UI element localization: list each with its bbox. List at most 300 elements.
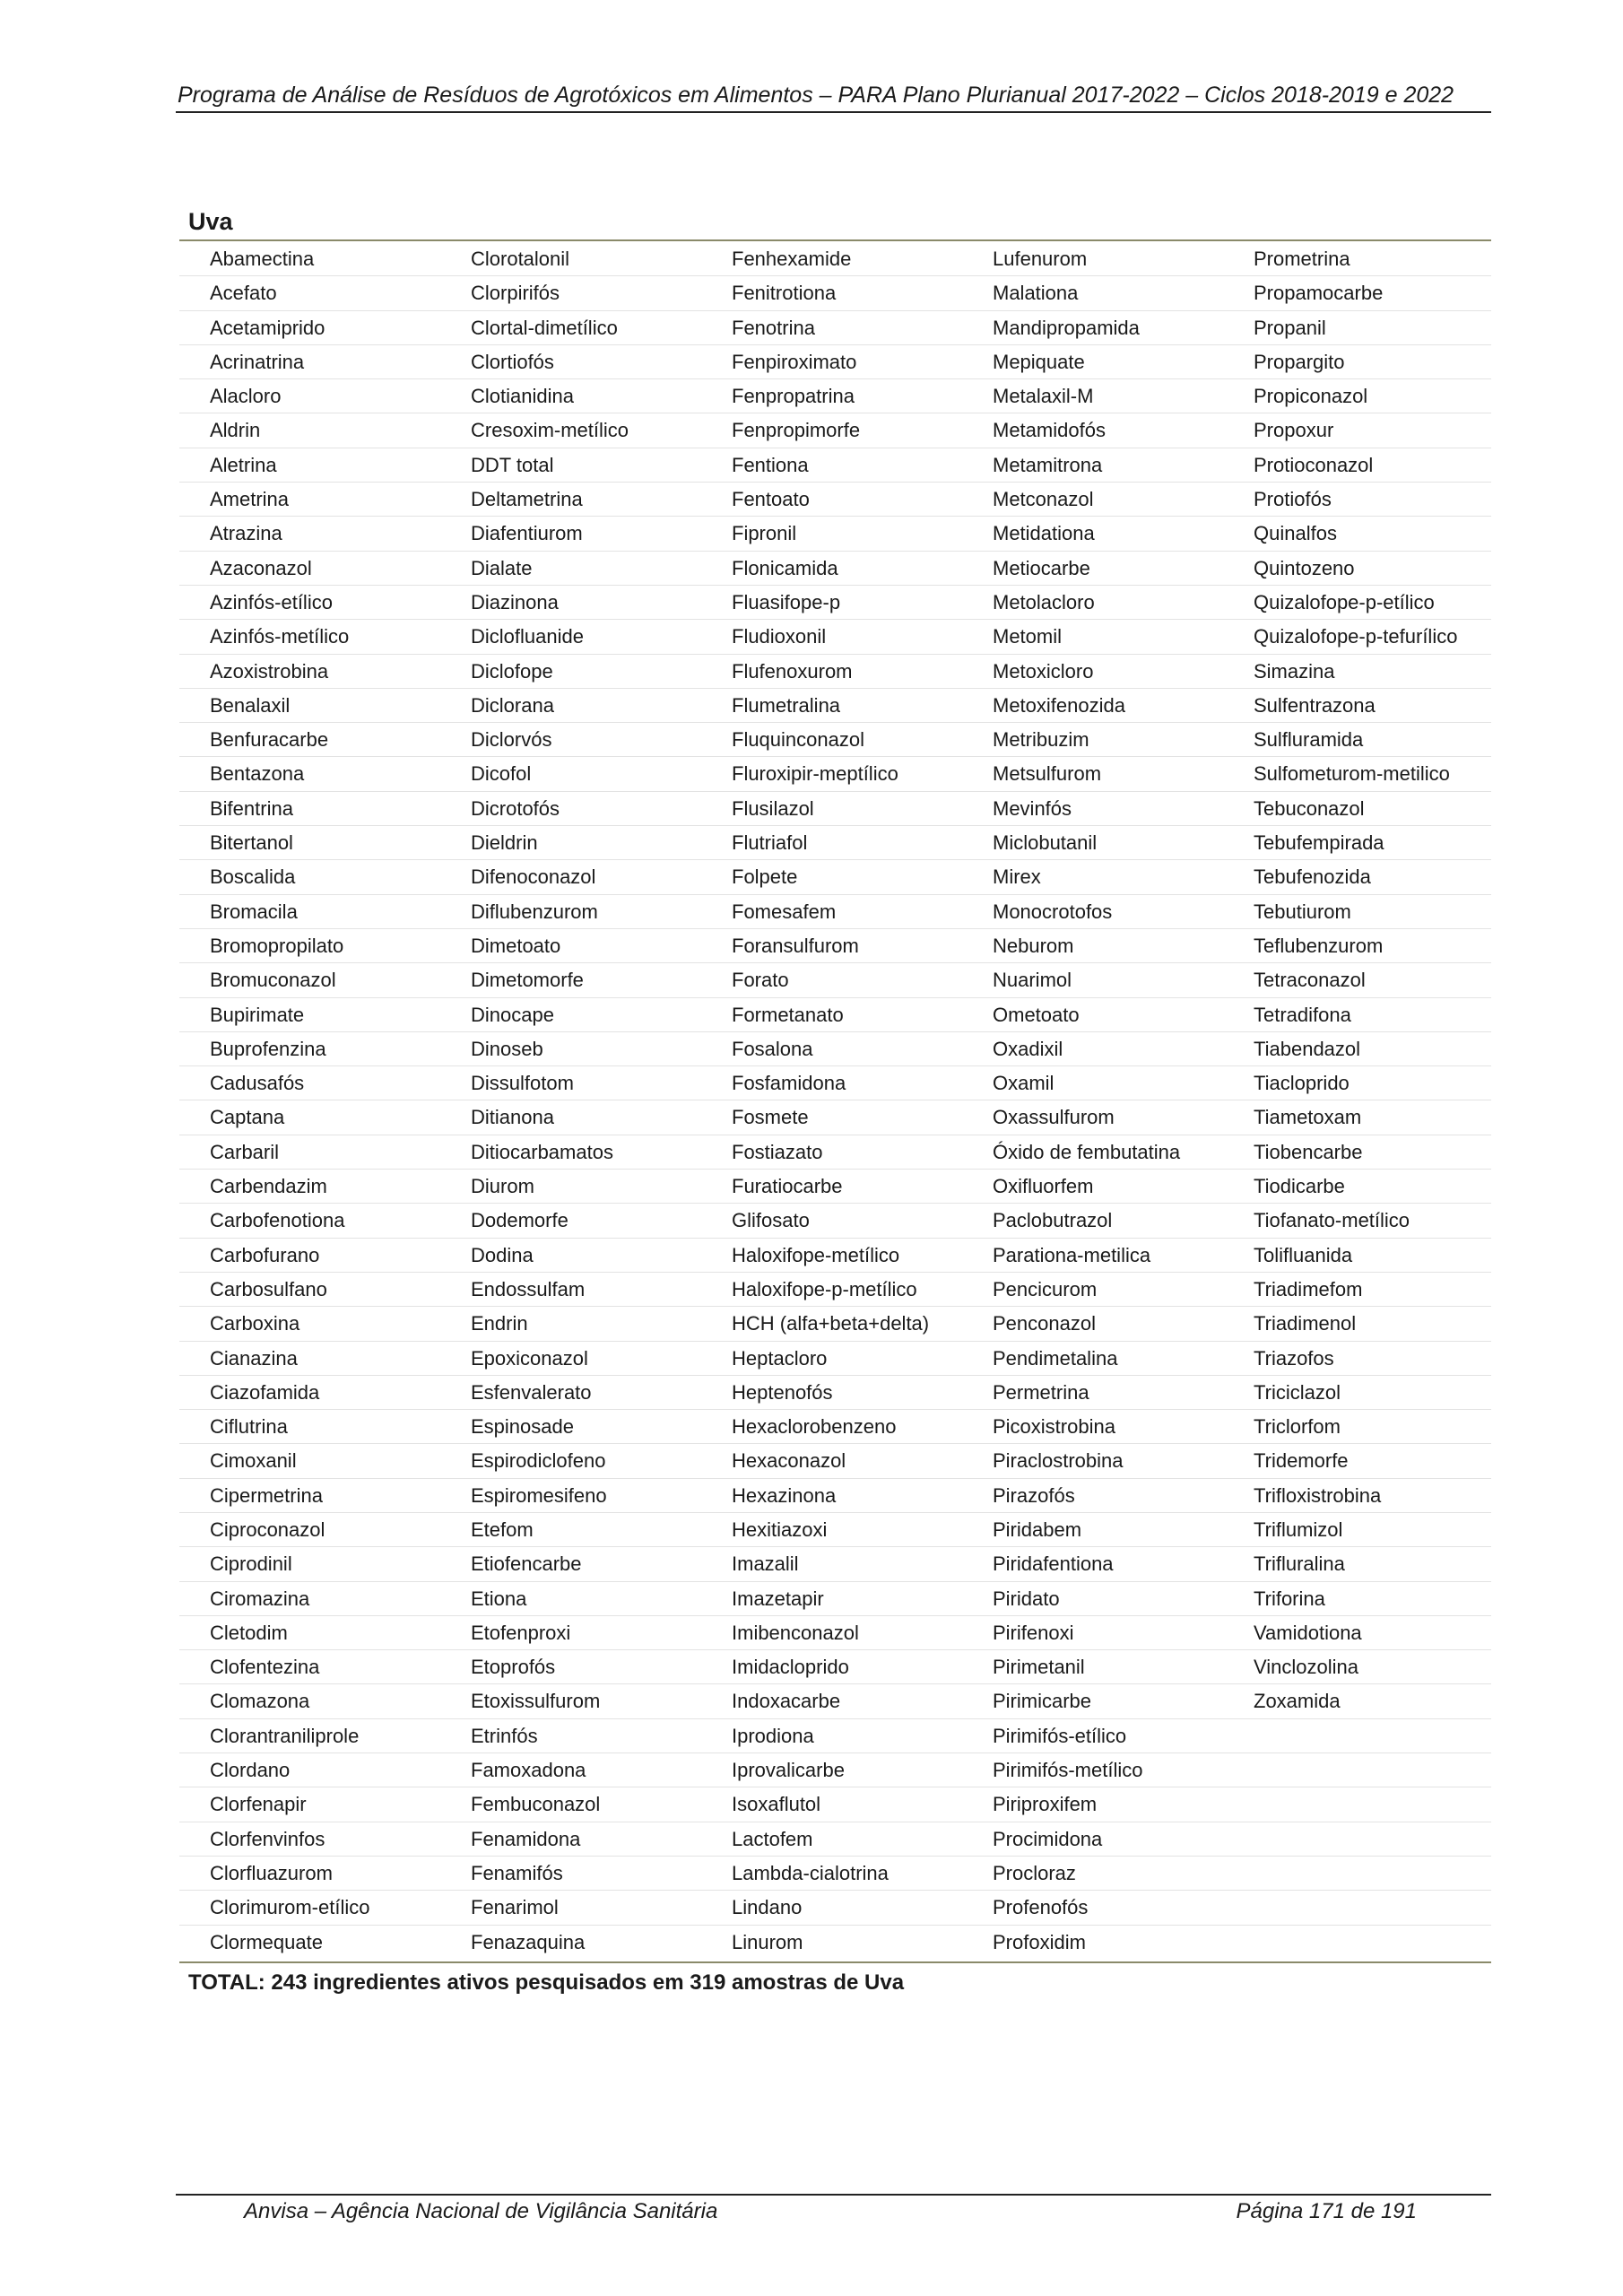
table-cell: Bromopropilato: [210, 934, 344, 957]
table-cell: Profenofós: [993, 1896, 1089, 1919]
table-cell: Protiofós: [1254, 488, 1332, 511]
table-cell: Quintozeno: [1254, 556, 1355, 579]
table-cell: Hexitiazoxi: [732, 1518, 828, 1541]
table-cell: Oxassulfurom: [993, 1106, 1115, 1129]
table-cell: Ciflutrina: [210, 1415, 288, 1439]
table-row: [179, 963, 1491, 997]
table-cell: Epoxiconazol: [471, 1346, 588, 1370]
table-row: [179, 1857, 1491, 1891]
table-row: [179, 895, 1491, 929]
table-cell: Heptenofós: [732, 1380, 833, 1404]
table-cell: Mandipropamida: [993, 316, 1140, 339]
table-cell: Pendimetalina: [993, 1346, 1118, 1370]
table-row: [179, 1066, 1491, 1100]
table-cell: Cletodim: [210, 1621, 288, 1644]
table-cell: Cianazina: [210, 1346, 298, 1370]
table-cell: Simazina: [1254, 659, 1335, 683]
table-cell: Haloxifope-p-metílico: [732, 1277, 917, 1300]
table-cell: Quizalofope-p-etílico: [1254, 590, 1435, 613]
table-cell: Diclorana: [471, 693, 554, 717]
table-cell: Ciprodinil: [210, 1552, 292, 1576]
table-cell: Lindano: [732, 1896, 803, 1919]
table-row: [179, 483, 1491, 517]
table-cell: Dinocape: [471, 1003, 554, 1026]
table-cell: Clorpirifós: [471, 282, 560, 305]
table-cell: Esfenvalerato: [471, 1380, 592, 1404]
table-cell: Metidationa: [993, 522, 1095, 545]
table-cell: Lambda-cialotrina: [732, 1861, 889, 1884]
table-bottom-rule: [179, 1961, 1491, 1963]
table-cell: Tiodicarbe: [1254, 1175, 1345, 1198]
table-cell: Captana: [210, 1106, 285, 1129]
table-cell: Malationa: [993, 282, 1079, 305]
table-row: [179, 1616, 1491, 1650]
table-cell: Fenamifós: [471, 1861, 563, 1884]
table-cell: Glifosato: [732, 1209, 810, 1232]
footer-divider: [176, 2194, 1491, 2196]
table-row: [179, 723, 1491, 757]
table-cell: Etrinfós: [471, 1724, 538, 1747]
table-cell: Propargito: [1254, 350, 1345, 373]
table-cell: Tiabendazol: [1254, 1037, 1361, 1060]
table-cell: Abamectina: [210, 248, 315, 270]
table-cell: Pirimetanil: [993, 1656, 1085, 1679]
table-cell: Triadimefom: [1254, 1277, 1363, 1300]
table-row: [179, 379, 1491, 413]
table-cell: Tiofanato-metílico: [1254, 1209, 1410, 1232]
table-row: [179, 1135, 1491, 1170]
table-cell: Vamidotiona: [1254, 1621, 1362, 1644]
table-cell: Clomazona: [210, 1690, 310, 1713]
table-cell: Pencicurom: [993, 1277, 1098, 1300]
table-cell: Metoxicloro: [993, 659, 1094, 683]
table-cell: Clorotalonil: [471, 248, 570, 270]
table-row: [179, 1926, 1491, 1960]
table-cell: Dodemorfe: [471, 1209, 568, 1232]
table-cell: Sulfluramida: [1254, 728, 1364, 752]
table-cell: Metsulfurom: [993, 762, 1102, 786]
table-cell: Tetradifona: [1254, 1003, 1351, 1026]
table-cell: Cresoxim-metílico: [471, 419, 629, 442]
table-cell: Foransulfurom: [732, 934, 859, 957]
table-cell: Mepiquate: [993, 350, 1085, 373]
table-cell: Pirifenoxi: [993, 1621, 1074, 1644]
table-cell: Oxamil: [993, 1072, 1055, 1095]
table-cell: [1223, 1753, 1491, 1787]
table-cell: Piraclostrobina: [993, 1449, 1124, 1473]
table-cell: Metconazol: [993, 488, 1094, 511]
table-cell: Penconazol: [993, 1312, 1096, 1335]
table-cell: Fenpiroximato: [732, 350, 857, 373]
table-cell: Picoxistrobina: [993, 1415, 1115, 1439]
table-cell: Teflubenzurom: [1254, 934, 1384, 957]
table-cell: Tiobencarbe: [1254, 1140, 1363, 1163]
table-cell: Clotianidina: [471, 385, 574, 408]
table-cell: Trifloxistrobina: [1254, 1483, 1382, 1507]
table-cell: Dicofol: [471, 762, 532, 786]
table-cell: Bromuconazol: [210, 969, 336, 992]
table-row: [179, 1822, 1491, 1857]
table-cell: Triadimenol: [1254, 1312, 1357, 1335]
table-cell: Piriproxifem: [993, 1793, 1098, 1816]
table-cell: Bitertanol: [210, 831, 293, 855]
table-cell: Ditiocarbamatos: [471, 1140, 613, 1163]
table-cell: Flusilazol: [732, 796, 814, 820]
table-cell: Imazalil: [732, 1552, 799, 1576]
table-row: [179, 757, 1491, 791]
table-cell: Clorfluazurom: [210, 1861, 333, 1884]
table-row: [179, 1170, 1491, 1204]
table-row: [179, 1719, 1491, 1753]
table-cell: Acefato: [210, 282, 277, 305]
table-row: [179, 1650, 1491, 1684]
table-cell: Sulfometurom-metilico: [1254, 762, 1450, 786]
table-cell: Iprodiona: [732, 1724, 814, 1747]
table-cell: Endrin: [471, 1312, 528, 1335]
table-cell: Imidacloprido: [732, 1656, 849, 1679]
table-cell: [1223, 1787, 1491, 1821]
table-row: [179, 1307, 1491, 1341]
table-cell: Ometoato: [993, 1003, 1080, 1026]
table-cell: Fipronil: [732, 522, 797, 545]
table-cell: [1223, 1857, 1491, 1890]
table-cell: Carbosulfano: [210, 1277, 327, 1300]
table-cell: Diclofope: [471, 659, 553, 683]
table-cell: Espirodiclofeno: [471, 1449, 606, 1473]
table-row: [179, 1204, 1491, 1238]
table-row: [179, 929, 1491, 963]
table-cell: Carbaril: [210, 1140, 280, 1163]
table-cell: Clorimurom-etílico: [210, 1896, 370, 1919]
table-cell: Aletrina: [210, 453, 277, 476]
header-text: Programa de Análise de Resíduos de Agrotóxicos em Alimentos – PARA Plano Plurianual 2017-2022 – Ciclos 2018-2019 e 2022: [178, 82, 1454, 108]
table-row: [179, 1787, 1491, 1822]
table-cell: Tebufempirada: [1254, 831, 1384, 855]
table-cell: Hexaclorobenzeno: [732, 1415, 897, 1439]
table-cell: Tebutiurom: [1254, 900, 1351, 923]
table-cell: Furatiocarbe: [732, 1175, 843, 1198]
table-top-rule: [179, 239, 1491, 241]
table-cell: Quinalfos: [1254, 522, 1337, 545]
table-cell: Clofentezina: [210, 1656, 320, 1679]
table-row: [179, 1444, 1491, 1478]
table-cell: Etiona: [471, 1587, 527, 1610]
table-cell: Aldrin: [210, 419, 261, 442]
table-cell: Nuarimol: [993, 969, 1072, 992]
table-cell: Ditianona: [471, 1106, 554, 1129]
table-cell: Mevinfós: [993, 796, 1072, 820]
table-cell: Etiofencarbe: [471, 1552, 582, 1576]
table-row: [179, 1513, 1491, 1547]
table-cell: [1223, 1822, 1491, 1856]
table-cell: Etofenproxi: [471, 1621, 571, 1644]
table-cell: Boscalida: [210, 865, 296, 889]
table-cell: Fenazaquina: [471, 1930, 586, 1953]
table-row: [179, 826, 1491, 860]
table-cell: Fostiazato: [732, 1140, 823, 1163]
table-cell: Ciromazina: [210, 1587, 310, 1610]
table-cell: Fenpropatrina: [732, 385, 855, 408]
table-cell: Vinclozolina: [1254, 1656, 1359, 1679]
table-row: [179, 276, 1491, 310]
table-cell: Carbofenotiona: [210, 1209, 345, 1232]
table-cell: Atrazina: [210, 522, 282, 545]
table-row: [179, 689, 1491, 723]
table-row: [179, 413, 1491, 448]
table-cell: Flumetralina: [732, 693, 841, 717]
table-cell: Benfuracarbe: [210, 728, 329, 752]
table-cell: Quizalofope-p-tefurílico: [1254, 625, 1458, 648]
table-cell: Permetrina: [993, 1380, 1089, 1404]
table-cell: Triazofos: [1254, 1346, 1334, 1370]
table-cell: Dimetoato: [471, 934, 561, 957]
table-cell: Metiocarbe: [993, 556, 1090, 579]
table-cell: Clorfenapir: [210, 1793, 307, 1816]
table-row: [179, 620, 1491, 654]
table-row: [179, 1582, 1491, 1616]
table-cell: Carboxina: [210, 1312, 300, 1335]
table-cell: [1223, 1719, 1491, 1752]
table-row: [179, 860, 1491, 894]
table-cell: Dinoseb: [471, 1037, 543, 1060]
table-cell: Carbofurano: [210, 1243, 320, 1266]
table-cell: Metribuzim: [993, 728, 1089, 752]
table-row: [179, 1410, 1491, 1444]
table-row: [179, 586, 1491, 620]
table-cell: Endossulfam: [471, 1277, 586, 1300]
table-cell: Ciproconazol: [210, 1518, 325, 1541]
table-cell: Cadusafós: [210, 1072, 305, 1095]
page-header: [178, 77, 1488, 113]
table-cell: Hexazinona: [732, 1483, 837, 1507]
table-cell: Dialate: [471, 556, 533, 579]
table-row: [179, 1684, 1491, 1718]
table-cell: Profoxidim: [993, 1930, 1086, 1953]
table-cell: Procimidona: [993, 1827, 1103, 1850]
table-cell: Formetanato: [732, 1003, 844, 1026]
table-cell: Deltametrina: [471, 488, 583, 511]
table-cell: Azoxistrobina: [210, 659, 329, 683]
table-cell: Espiromesifeno: [471, 1483, 607, 1507]
table-cell: Diflubenzurom: [471, 900, 598, 923]
table-row: [179, 1032, 1491, 1066]
table-cell: Hexaconazol: [732, 1449, 846, 1473]
table-cell: Fomesafem: [732, 900, 837, 923]
table-cell: Tridemorfe: [1254, 1449, 1349, 1473]
table-cell: Dieldrin: [471, 831, 538, 855]
table-row: [179, 655, 1491, 689]
table-cell: Piridabem: [993, 1518, 1082, 1541]
table-cell: Triforina: [1254, 1587, 1325, 1610]
table-cell: Oxifluorfem: [993, 1175, 1094, 1198]
table-cell: Trifluralina: [1254, 1552, 1345, 1576]
table-cell: Mirex: [993, 865, 1041, 889]
table-cell: Fosfamidona: [732, 1072, 846, 1095]
table-cell: Acetamiprido: [210, 316, 325, 339]
table-row: [179, 552, 1491, 586]
table-cell: Piridato: [993, 1587, 1060, 1610]
table-row: [179, 517, 1491, 551]
table-row: [179, 1100, 1491, 1135]
table-cell: Fenamidona: [471, 1827, 581, 1850]
table-cell: Indoxacarbe: [732, 1690, 841, 1713]
table-cell: Óxido de fembutatina: [993, 1140, 1181, 1163]
table-cell: Pirimifós-metílico: [993, 1759, 1143, 1782]
table-row: [179, 448, 1491, 483]
table-cell: Pirimicarbe: [993, 1690, 1092, 1713]
table-cell: Clortiofós: [471, 350, 554, 373]
table-cell: Imibenconazol: [732, 1621, 859, 1644]
table-cell: Iprovalicarbe: [732, 1759, 845, 1782]
table-cell: Paclobutrazol: [993, 1209, 1113, 1232]
table-cell: Fenpropimorfe: [732, 419, 861, 442]
table-row: [179, 1479, 1491, 1513]
table-cell: Metamidofós: [993, 419, 1106, 442]
table-cell: Metoxifenozida: [993, 693, 1125, 717]
table-cell: [1223, 1891, 1491, 1924]
table-cell: Fentiona: [732, 453, 809, 476]
table-cell: Neburom: [993, 934, 1074, 957]
table-cell: Fenarimol: [471, 1896, 559, 1919]
table-cell: Pirimifós-etílico: [993, 1724, 1127, 1747]
table-cell: Diclofluanide: [471, 625, 584, 648]
table-cell: Flonicamida: [732, 556, 838, 579]
table-row: [179, 1753, 1491, 1787]
table-cell: Forato: [732, 969, 789, 992]
table-cell: Heptacloro: [732, 1346, 828, 1370]
table-cell: Acrinatrina: [210, 350, 305, 373]
table-cell: Ametrina: [210, 488, 290, 511]
table-cell: Metamitrona: [993, 453, 1103, 476]
table-cell: Etefom: [471, 1518, 534, 1541]
table-cell: Piridafentiona: [993, 1552, 1114, 1576]
table-cell: Metolacloro: [993, 590, 1095, 613]
table-cell: Bromacila: [210, 900, 298, 923]
table-cell: Bupirimate: [210, 1003, 305, 1026]
table-cell: Tetraconazol: [1254, 969, 1366, 992]
table-cell: Dicrotofós: [471, 796, 560, 820]
table-cell: Fludioxonil: [732, 625, 827, 648]
table-cell: Triclorfom: [1254, 1415, 1341, 1439]
table-cell: Espinosade: [471, 1415, 574, 1439]
table-cell: Dodina: [471, 1243, 534, 1266]
table-cell: Propiconazol: [1254, 385, 1368, 408]
table-cell: Metalaxil-M: [993, 385, 1094, 408]
table-row: [179, 792, 1491, 826]
table-cell: Cipermetrina: [210, 1483, 323, 1507]
table-cell: Flufenoxurom: [732, 659, 853, 683]
table-cell: Monocrotofos: [993, 900, 1113, 923]
table-cell: Flutriafol: [732, 831, 808, 855]
table-row: [179, 1273, 1491, 1307]
table-cell: Fenitrotiona: [732, 282, 837, 305]
table-cell: Tiametoxam: [1254, 1106, 1362, 1129]
table-cell: Propoxur: [1254, 419, 1334, 442]
table-cell: Imazetapir: [732, 1587, 824, 1610]
table-cell: Sulfentrazona: [1254, 693, 1376, 717]
table-cell: Tolifluanida: [1254, 1243, 1353, 1266]
table-cell: Metomil: [993, 625, 1063, 648]
table-cell: HCH (alfa+beta+delta): [732, 1312, 930, 1335]
table-cell: Propamocarbe: [1254, 282, 1384, 305]
footer-agency: Anvisa – Agência Nacional de Vigilância Sanitária: [244, 2199, 718, 2223]
table-row: [179, 1891, 1491, 1925]
table-cell: Dimetomorfe: [471, 969, 584, 992]
table-cell: Clorantraniliprole: [210, 1724, 360, 1747]
table-cell: Prometrina: [1254, 248, 1350, 270]
table-cell: Clortal-dimetílico: [471, 316, 618, 339]
table-cell: Miclobutanil: [993, 831, 1098, 855]
table-cell: Azinfós-etílico: [210, 590, 333, 613]
table-cell: Bentazona: [210, 762, 305, 786]
table-cell: Fembuconazol: [471, 1793, 601, 1816]
table-cell: Fenotrina: [732, 316, 815, 339]
table-cell: Difenoconazol: [471, 865, 596, 889]
table-cell: Procloraz: [993, 1861, 1076, 1884]
table-cell: Isoxaflutol: [732, 1793, 821, 1816]
table-cell: Folpete: [732, 865, 798, 889]
table-cell: Pirazofós: [993, 1483, 1075, 1507]
table-cell: Clordano: [210, 1759, 291, 1782]
table-cell: Ciazofamida: [210, 1380, 320, 1404]
table-cell: Tiacloprido: [1254, 1072, 1350, 1095]
table-cell: Diurom: [471, 1175, 534, 1198]
table-cell: Buprofenzina: [210, 1037, 326, 1060]
table-cell: Triflumizol: [1254, 1518, 1343, 1541]
table-cell: Cimoxanil: [210, 1449, 297, 1473]
table-cell: Clormequate: [210, 1930, 323, 1953]
table-cell: DDT total: [471, 453, 554, 476]
table-cell: Clorfenvinfos: [210, 1827, 325, 1850]
table-row: [179, 1376, 1491, 1410]
table-cell: Fosmete: [732, 1106, 809, 1129]
table-cell: Etoxissulfurom: [471, 1690, 601, 1713]
table-row: [179, 1342, 1491, 1376]
table-cell: Lactofem: [732, 1827, 813, 1850]
table-cell: Tebufenozida: [1254, 865, 1371, 889]
table-row: [179, 1547, 1491, 1581]
table-cell: Alacloro: [210, 385, 282, 408]
table-cell: Etoprofós: [471, 1656, 556, 1679]
table-cell: Diclorvós: [471, 728, 552, 752]
header-divider: [176, 111, 1491, 113]
table-cell: Azinfós-metílico: [210, 625, 350, 648]
table-cell: Diazinona: [471, 590, 559, 613]
footer-page-number: Página 171 de 191: [1236, 2199, 1417, 2223]
table-cell: Lufenurom: [993, 248, 1088, 270]
table-row: [179, 311, 1491, 345]
table-cell: Fluasifope-p: [732, 590, 841, 613]
table-cell: Fluquinconazol: [732, 728, 864, 752]
table-row: [179, 345, 1491, 379]
table-cell: [1223, 1926, 1491, 1960]
table-cell: Parationa-metilica: [993, 1243, 1151, 1266]
table-row: [179, 998, 1491, 1032]
table-cell: Linurom: [732, 1930, 803, 1953]
table-cell: Benalaxil: [210, 693, 291, 717]
table-row: [179, 242, 1491, 276]
table-cell: Azaconazol: [210, 556, 312, 579]
total-summary: TOTAL: 243 ingredientes ativos pesquisados em 319 amostras de Uva: [188, 1970, 905, 1995]
table-cell: Fentoato: [732, 488, 810, 511]
table-cell: Fosalona: [732, 1037, 813, 1060]
table-cell: Bifentrina: [210, 796, 293, 820]
table-cell: Triciclazol: [1254, 1380, 1341, 1404]
table-cell: Propanil: [1254, 316, 1326, 339]
active-ingredients-table: [179, 242, 1491, 1961]
table-row: [179, 1239, 1491, 1273]
table-cell: Zoxamida: [1254, 1690, 1341, 1713]
